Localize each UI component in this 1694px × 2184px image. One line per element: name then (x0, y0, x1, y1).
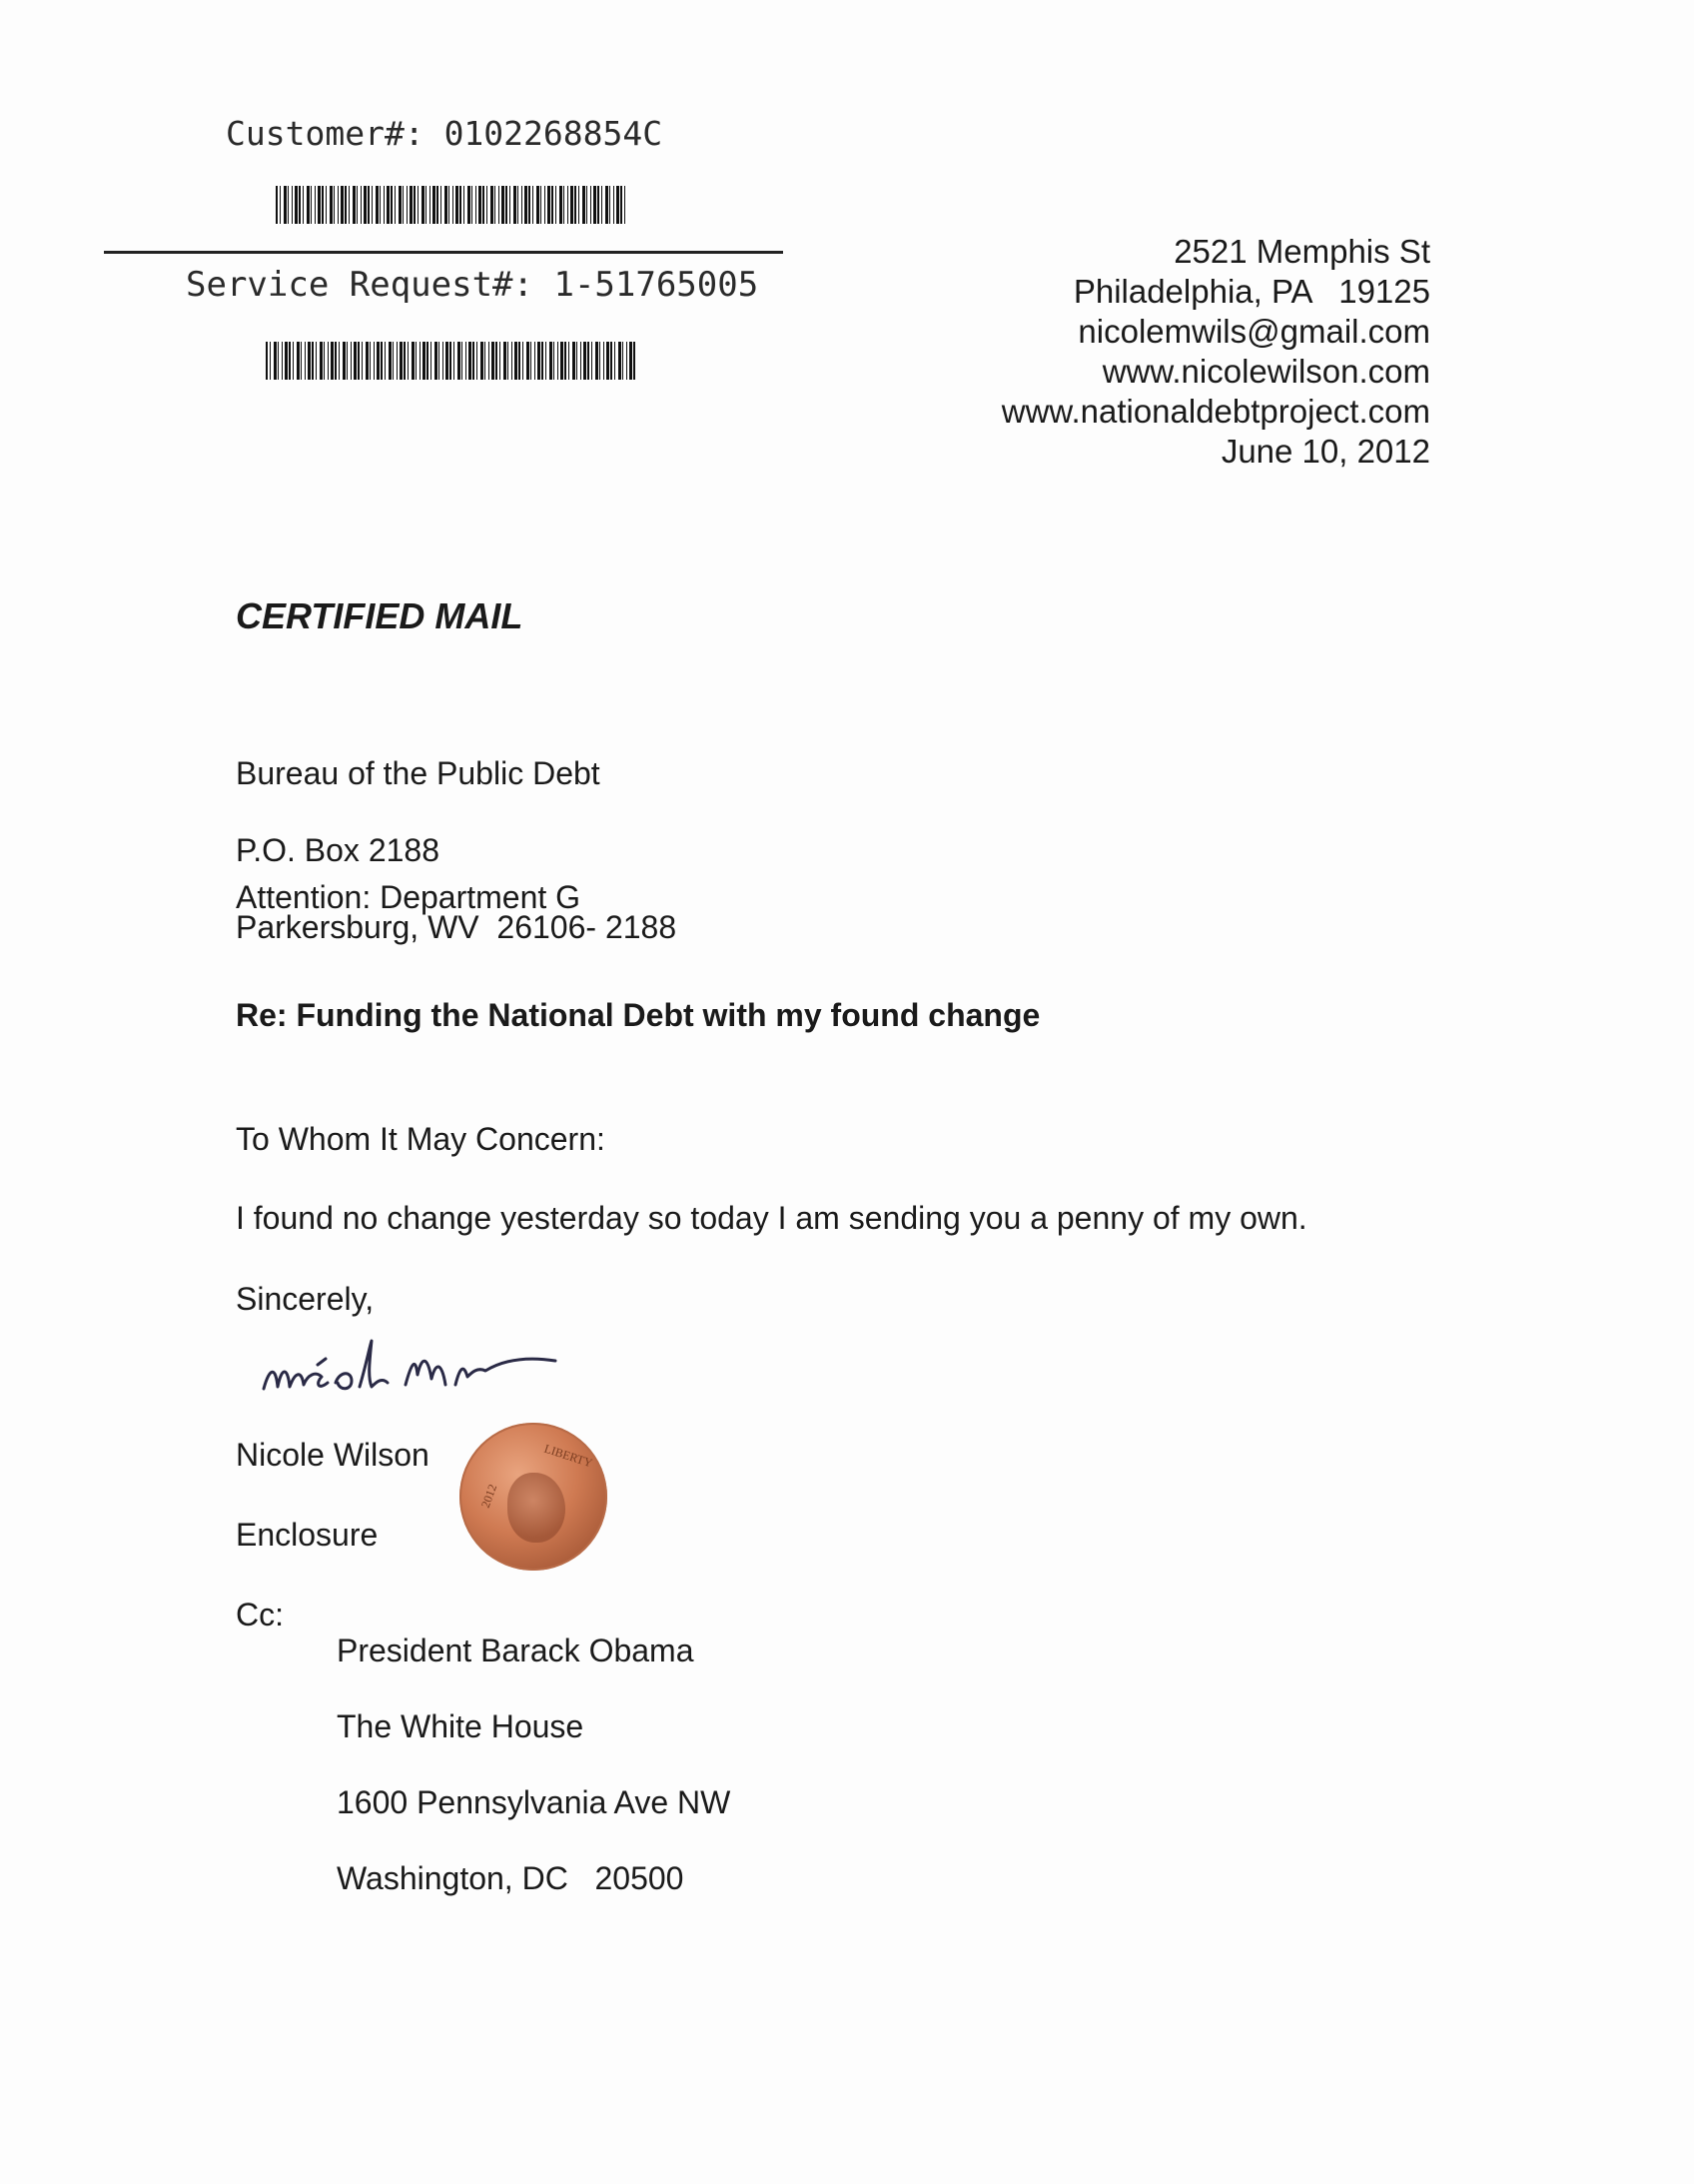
penny-year: 2012 (477, 1482, 500, 1510)
customer-number: 0102268854C (443, 114, 663, 153)
recipient-attention: Attention: Department G (236, 879, 581, 915)
customer-number-line (226, 114, 662, 153)
lincoln-portrait (507, 1473, 565, 1543)
sender-project-website: www.nationaldebtproject.com (1001, 393, 1430, 430)
recipient-po-box: P.O. Box 2188 (236, 832, 439, 868)
header-divider (104, 251, 783, 254)
cc-recipient-street: 1600 Pennsylvania Ave NW (337, 1784, 731, 1820)
enclosure-label: Enclosure (236, 1517, 379, 1553)
customer-barcode (276, 186, 627, 224)
letter-date: June 10, 2012 (1221, 433, 1430, 470)
signature-name: Nicole Wilson (236, 1437, 429, 1473)
service-request-number: 1-51765005 (553, 265, 759, 305)
cc-recipient-name: President Barack Obama (337, 1633, 694, 1668)
recipient-city: Parkersburg, WV 26106- 2188 (236, 909, 677, 945)
cc-recipient-city: Washington, DC 20500 (337, 1860, 684, 1896)
salutation: To Whom It May Concern: (236, 1121, 605, 1157)
sender-website: www.nicolewilson.com (1102, 353, 1430, 390)
cc-recipient-org: The White House (337, 1708, 584, 1744)
sender-email: nicolemwils@gmail.com (1078, 313, 1430, 350)
sender-city: Philadelphia, PA 19125 (1073, 273, 1430, 310)
closing: Sincerely, (236, 1281, 375, 1317)
penny-motto: LIBERTY (542, 1441, 595, 1471)
mail-type: CERTIFIED MAIL (236, 595, 523, 636)
service-request-line (186, 265, 758, 305)
subject-line: Re: Funding the National Debt with my found change (236, 997, 1041, 1033)
cc-address (337, 1595, 730, 1916)
service-request-label: Service Request#: (186, 265, 533, 305)
penny-coin-icon (459, 1423, 607, 1571)
sender-street: 2521 Memphis St (1174, 233, 1430, 270)
recipient-address (236, 717, 676, 966)
handwritten-signature (256, 1327, 585, 1407)
cc-label: Cc: (236, 1597, 284, 1633)
service-request-barcode (266, 342, 635, 380)
sender-address (731, 232, 1430, 472)
recipient-name: Bureau of the Public Debt (236, 755, 600, 791)
customer-label: Customer#: (226, 114, 424, 153)
body-paragraph: I found no change yesterday so today I am sending you a penny of my own. (236, 1200, 1307, 1236)
